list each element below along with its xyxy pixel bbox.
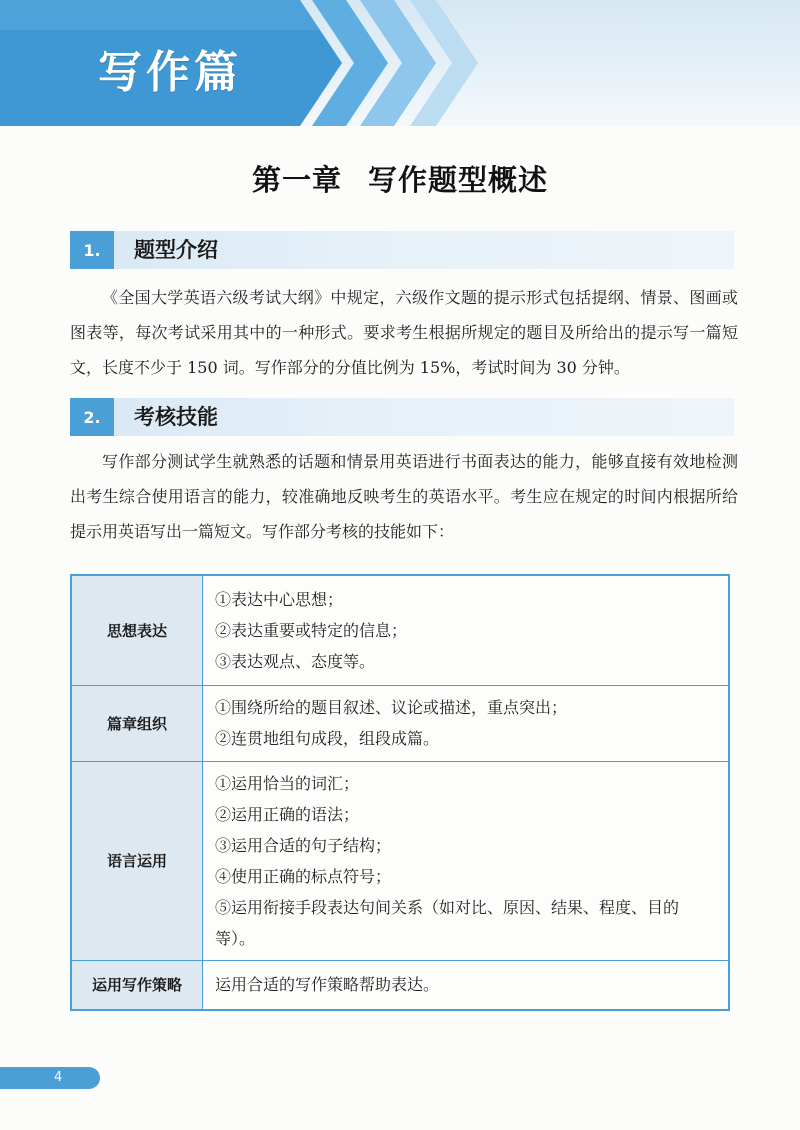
section-title: 考核技能 — [134, 405, 218, 429]
skills-table — [70, 574, 730, 1011]
skill-item: 运用合适的写作策略帮助表达。 — [215, 975, 440, 995]
chapter-banner — [0, 0, 800, 126]
skill-item: ③表达观点、态度等。 — [215, 651, 376, 671]
section-1-paragraph: 《全国大学英语六级考试大纲》中规定，六级作文题的提示形式包括提纲、情景、图画或图表等，每次考试采用其中的一种形式。要求考生根据所规定的题目及所给出的提示写一篇短文，长度不少于 150 词。写作部分的分值比例为 15%，考试时间为 30 分钟。 — [70, 288, 738, 377]
row-content — [203, 685, 730, 761]
section-2-paragraph: 写作部分测试学生就熟悉的话题和情景用英语进行书面表达的能力，能够直接有效地检测出考生综合使用语言的能力，较准确地反映考生的英语水平。考生应在规定的时间内根据所给提示用英语写出一篇短文。写作部分考核的技能如下： — [70, 452, 738, 541]
section-header-1 — [70, 231, 734, 269]
page-number: 4 — [54, 1070, 63, 1085]
skill-item: ①围绕所给的题目叙述、议论或描述，重点突出； — [215, 698, 568, 717]
skill-item: ①运用恰当的词汇； — [215, 773, 360, 793]
section-number-badge: 1. — [70, 231, 114, 269]
chapter-number: 第一章 — [251, 163, 342, 197]
row-content — [203, 960, 730, 1010]
row-category: 语言运用 — [71, 761, 203, 960]
section-title: 题型介绍 — [134, 238, 218, 262]
skill-item: ④使用正确的标点符号； — [215, 866, 392, 886]
table-row — [71, 761, 729, 960]
page-number-tab — [0, 1067, 100, 1089]
table-row — [71, 960, 729, 1010]
section-number-badge: 2. — [70, 398, 114, 436]
table-row — [71, 575, 729, 685]
chapter-heading — [0, 158, 800, 199]
chapter-title: 写作题型概述 — [368, 163, 549, 197]
skill-item: ③运用合适的句子结构； — [215, 835, 392, 855]
skill-item: ②连贯地组句成段，组段成篇。 — [215, 729, 440, 748]
section-header-2 — [70, 398, 734, 436]
row-content — [203, 761, 730, 960]
skill-item: ②表达重要或特定的信息； — [215, 620, 408, 640]
row-category: 运用写作策略 — [71, 960, 203, 1010]
row-content — [203, 575, 730, 685]
row-category: 篇章组织 — [71, 685, 203, 761]
banner-title: 写作篇 — [98, 47, 242, 98]
table-row — [71, 685, 729, 761]
skill-item: ②运用正确的语法； — [215, 804, 360, 824]
skill-item: ①表达中心思想； — [215, 589, 344, 609]
row-category: 思想表达 — [71, 575, 203, 685]
skill-item: ⑤运用衔接手段表达句间关系（如对比、原因、结果、程度、目的等）。 — [215, 897, 680, 948]
